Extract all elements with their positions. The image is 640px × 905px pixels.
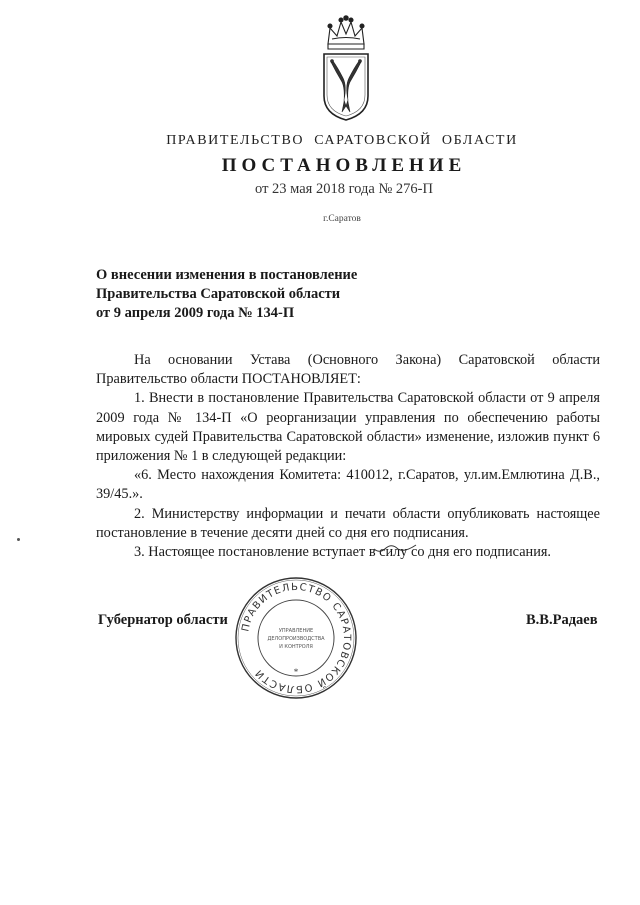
document-city: г.Саратов: [323, 214, 361, 224]
body-item-1: 1. Внести в постановление Правительства Саратовской области от 9 апреля 2009 года № 134-П «О реорганизации управления по обеспечению работы мировых судей Правительства Саратовской области» изменение, изложив пункт 6 приложения № 1 в следующей редакции:: [96, 390, 600, 465]
subject-line-3: от 9 апреля 2009 года № 134-П: [96, 305, 295, 321]
signatory-name: В.В.Радаев: [526, 612, 598, 628]
svg-text:И КОНТРОЛЯ: И КОНТРОЛЯ: [279, 644, 313, 650]
svg-text:ДЕЛОПРОИЗВОДСТВА: ДЕЛОПРОИЗВОДСТВА: [267, 636, 325, 642]
document-subject: [96, 266, 357, 323]
coat-of-arms-icon: [318, 14, 374, 122]
seal-ring-text: ПРАВИТЕЛЬСТВО САРАТОВСКОЙ ОБЛАСТИ: [240, 581, 353, 695]
document-type-title: ПОСТАНОВЛЕНИЕ: [221, 155, 467, 176]
signatory-title: Губернатор области: [98, 612, 228, 628]
document-body: [96, 351, 600, 562]
official-stamp-icon: [232, 574, 360, 702]
svg-text:*: *: [293, 667, 299, 677]
ink-squiggle-icon: [372, 540, 418, 554]
body-item-3: 3. Настоящее постановление вступает в силу со дня его подписания.: [134, 544, 551, 561]
government-name: ПРАВИТЕЛЬСТВО САРАТОВСКОЙ ОБЛАСТИ: [166, 133, 518, 148]
body-item-1-quote: «6. Место нахождения Комитета: 410012, г.Саратов, ул.им.Емлютина Д.В., 39/45.».: [96, 467, 600, 503]
body-item-2: 2. Министерству информации и печати области опубликовать настоящее постановление в течение десяти дней со дня его подписания.: [96, 505, 600, 541]
body-preamble: На основании Устава (Основного Закона) Саратовской области Правительство области ПОСТАНОВЛЯЕТ:: [96, 352, 600, 388]
subject-line-2: Правительства Саратовской области: [96, 286, 341, 302]
margin-dot-mark: [17, 538, 20, 541]
subject-line-1: О внесении изменения в постановление: [96, 267, 358, 283]
document-date-number: от 23 мая 2018 года № 276-П: [255, 181, 433, 197]
svg-text:УПРАВЛЕНИЕ: УПРАВЛЕНИЕ: [278, 628, 314, 634]
